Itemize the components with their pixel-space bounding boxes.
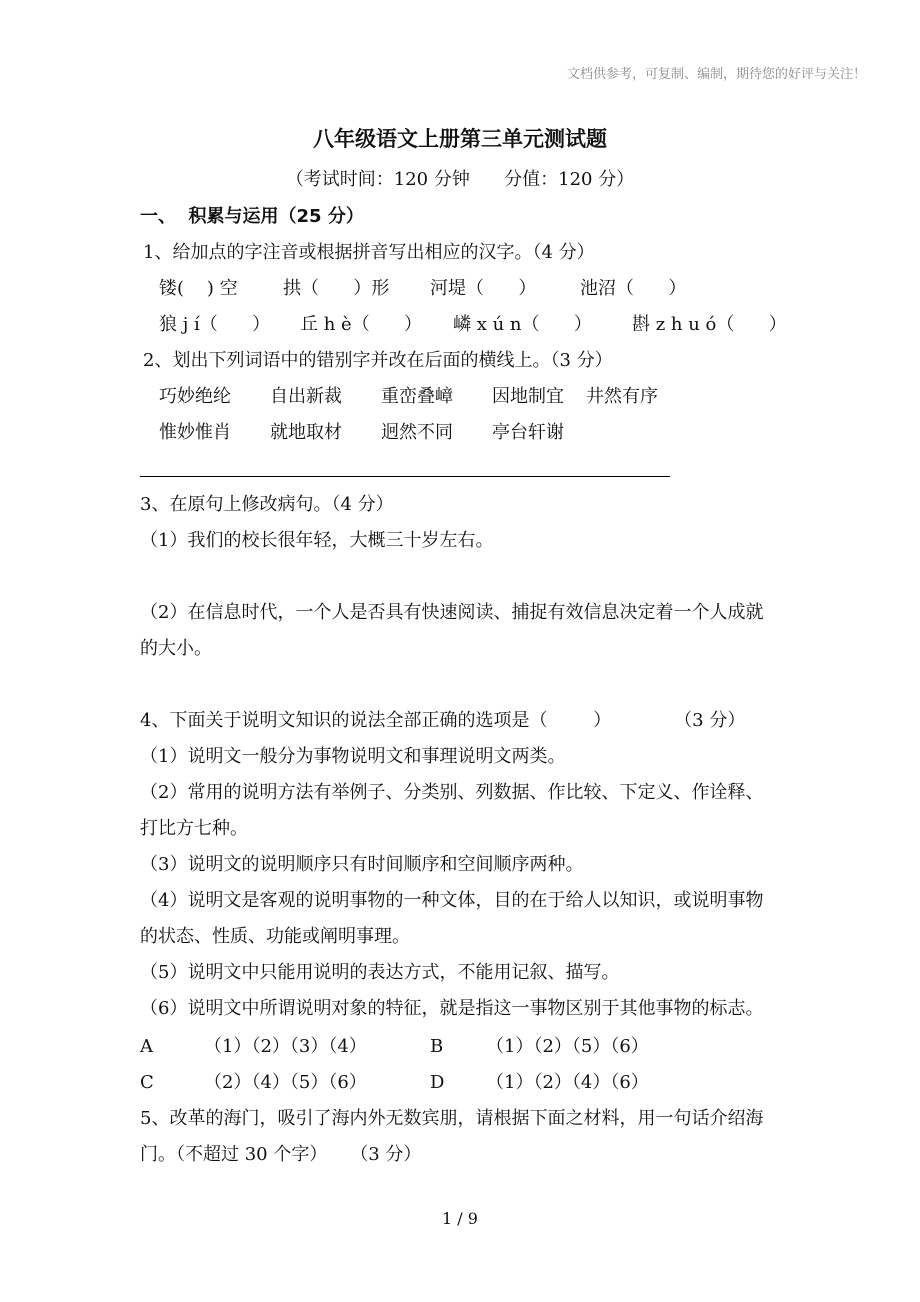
q2-word: 迥然不同 [381,422,453,443]
q1-item: 河堤（ ） [430,278,537,299]
option-label: C [140,1072,154,1093]
q4-statement: （6）说明文中所谓说明对象的特征，就是指这一事物区别于其他事物的标志。 [140,998,764,1019]
q4-statement: （5）说明文中只能用说明的表达方式，不能用记叙、描写。 [140,962,620,983]
q4-statement: （4）说明文是客观的说明事物的一种文体，目的在于给人以知识，或说明事物 [140,890,764,911]
q1-item: 斟 z h u ó（ ） [632,314,787,335]
section-heading: 一、 积累与运用（25 分） [140,206,364,227]
q1-stem: 1、给加点的字注音或根据拼音写出相应的汉字。（4 分） [143,242,595,263]
q4-statement-cont: 的状态、性质、功能或阐明事理。 [140,926,410,947]
q5-stem: 5、改革的海门，吸引了海内外无数宾朋，请根据下面之材料，用一句话介绍海 [140,1108,764,1129]
q1-item: 嶙 x ú n（ ） [453,314,592,335]
q4-statement: （2）常用的说明方法有举例子、分类别、列数据、作比较、下定义、作诠释、 [140,782,764,803]
q3-sentence-2: （2）在信息时代，一个人是否具有快速阅读、捕捉有效信息决定着一个人成就 [140,602,764,623]
q2-stem: 2、划出下列词语中的错别字并改在后面的横线上。（3 分） [143,350,613,371]
q4-statement: （1）说明文一般分为事物说明文和事理说明文两类。 [140,746,566,767]
exam-info: （考试时间：120 分钟 分值：120 分） [285,169,635,190]
page-title: 八年级语文上册第三单元测试题 [313,127,607,151]
q2-word: 亭台轩谢 [492,422,564,443]
option-label: A [140,1036,153,1057]
q2-word: 巧妙绝纶 [159,386,231,407]
q2-word: 重峦叠嶂 [381,386,453,407]
option-value: （1）（2）（5）（6） [486,1036,649,1057]
option-label: D [430,1072,445,1093]
q1-item: 丘 h è（ ） [300,314,423,335]
option-value: （1）（2）（3）（4） [204,1036,367,1057]
option-value: （2）（4）（5）（6） [204,1072,367,1093]
q2-word: 自出新裁 [270,386,342,407]
q3-stem: 3、在原句上修改病句。（4 分） [140,494,394,515]
q2-word: 因地制宜 [492,386,564,407]
option-value: （1）（2）（4）（6） [486,1072,649,1093]
q1-item: 拱（ ）形 [283,278,390,299]
q1-item: 池沼（ ） [580,278,687,299]
q1-item: 狼 j í（ ） [159,314,271,335]
q2-word: 井然有序 [586,386,658,407]
q1-item: 镂( ) 空 [159,278,238,299]
answer-line [140,476,670,477]
q4-stem: 4、下面关于说明文知识的说法全部正确的选项是（ ） （3 分） [140,710,746,731]
q2-word: 惟妙惟肖 [159,422,231,443]
q3-sentence-2-cont: 的大小。 [140,638,212,659]
q2-word: 就地取材 [270,422,342,443]
q3-sentence-1: （1）我们的校长很年轻，大概三十岁左右。 [140,530,494,551]
page-number: 1 / 9 [442,1209,478,1228]
header-note: 文档供参考，可复制、编制，期待您的好评与关注！ [567,67,867,82]
option-label: B [430,1036,444,1057]
q4-statement-cont: 打比方七种。 [140,818,248,839]
q4-statement: （3）说明文的说明顺序只有时间顺序和空间顺序两种。 [140,854,584,875]
q5-stem-cont: 门。（不超过 30 个字） （3 分） [140,1144,422,1165]
